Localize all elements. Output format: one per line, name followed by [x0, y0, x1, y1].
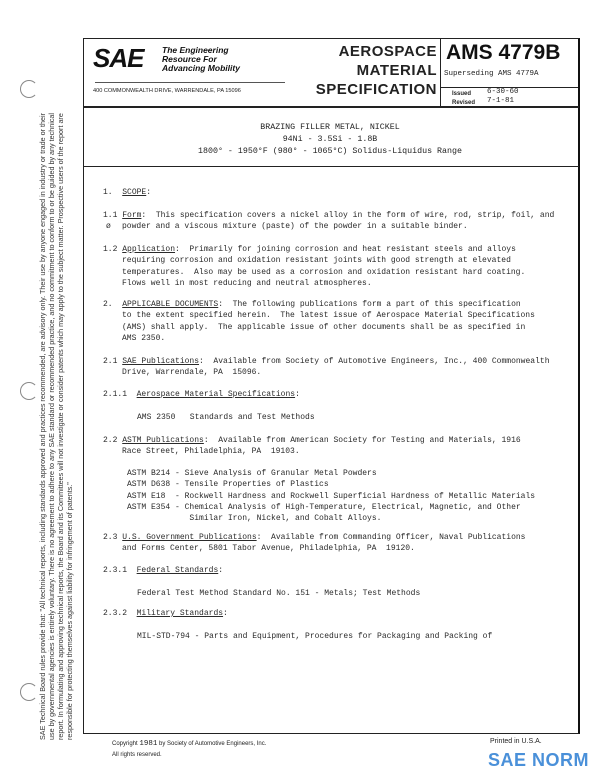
- punch-hole: [20, 80, 38, 98]
- logo-rule: [95, 82, 285, 83]
- section-number: 2.1: [103, 357, 118, 366]
- title-line: BRAZING FILLER METAL, NICKEL: [260, 123, 400, 132]
- section-text: and Forms Center, 5801 Tabor Avenue, Philadelphia, PA 19120.: [122, 544, 415, 553]
- reference-item: ASTM E18 - Rockwell Hardness and Rockwell Superficial Hardness of Metallic Materials: [127, 491, 536, 501]
- section-2: [103, 299, 521, 310]
- revised-label: Revised: [452, 100, 476, 106]
- issued-label: Issued: [452, 91, 472, 97]
- section-heading: Federal Standards: [136, 566, 219, 575]
- section-1-2: [103, 244, 516, 255]
- colon: :: [146, 188, 152, 197]
- legal-notice: SAE Technical Board rules provide that: "All technical reports, including standards approved and practices recommended, are advisory only. Their use by anyone engaged in industry or trade or their use by governmental agencies is entirely voluntary. There is no agreement to adhere to any SAE standard or recommended practice, and no commitment to conform to or be guided by any technical report. In formulating and approving technical reports, the Board and its Committees will not investigate or consider patents which may apply to the subject matter. Prospective users of the report are responsible for protecting themselves against liability for infringement of patents.": [38, 112, 74, 740]
- reference-item: MIL-STD-794 - Parts and Equipment, Procedures for Packaging and Packing of: [137, 632, 493, 641]
- revised-date: 7-1-81: [487, 97, 515, 105]
- section-1: [103, 187, 151, 198]
- section-number: 1.: [103, 188, 113, 197]
- section-number: 1.1: [103, 211, 118, 220]
- section-number: 2.3.2: [103, 609, 128, 618]
- section-2-1: [103, 356, 550, 367]
- title-divider: [83, 166, 579, 167]
- section-heading: Military Standards: [136, 609, 224, 618]
- copyright-holder: by Society of Automotive Engineers, Inc.: [159, 741, 267, 747]
- section-number: 2.3.1: [103, 566, 128, 575]
- section-text: powder and a viscous mixture (paste) of the powder in a suitable binder.: [122, 222, 468, 231]
- section-text: : This specification covers a nickel alloy in the form of wire, rod, strip, foil, and: [141, 211, 555, 220]
- section-text: : Available from American Society for Testing and Materials, 1916: [203, 436, 521, 445]
- section-text: Flows well in most reducing and neutral atmospheres.: [122, 279, 372, 288]
- section-heading: ASTM Publications: [122, 436, 204, 445]
- spec-type: [290, 43, 437, 103]
- sae-logo: SAE: [93, 43, 144, 73]
- section-text: : Available from Commanding Officer, Naval Publications: [256, 533, 526, 542]
- spec-line: SPECIFICATION: [315, 81, 437, 98]
- reference-item: ASTM E354 - Chemical Analysis of High-Temperature, Electrical, Magnetic, and Other: [127, 503, 521, 512]
- section-1-1: [103, 210, 554, 221]
- section-heading: Aerospace Material Specifications: [136, 390, 296, 399]
- section-text: Race Street, Philadelphia, PA 19103.: [122, 447, 300, 456]
- copyright-year: 1981: [139, 740, 158, 748]
- reference-item: ASTM B214 - Sieve Analysis of Granular Metal Powders: [127, 469, 377, 478]
- header-divider: [83, 106, 579, 108]
- punch-hole: [20, 683, 38, 701]
- tagline-line: Resource For: [162, 54, 217, 64]
- rights-reserved: All rights reserved.: [112, 752, 162, 758]
- reference-item: Federal Test Method Standard No. 151 - Metals; Test Methods: [137, 589, 421, 598]
- title-line: 1800° - 1950°F (980° - 1065°C) Solidus-Liquidus Range: [198, 147, 462, 156]
- section-number: 2.2: [103, 436, 118, 445]
- reference-item: Similar Iron, Nickel, and Cobalt Alloys.: [127, 514, 382, 524]
- section-2-1-1: [103, 389, 300, 400]
- tagline-line: Advancing Mobility: [162, 63, 240, 73]
- section-number: 1.2: [103, 245, 118, 254]
- section-heading: SAE Publications: [122, 357, 200, 366]
- section-text: to the extent specified herein. The latest issue of Aerospace Material Specifications: [122, 311, 535, 321]
- reference-item: ASTM D638 - Tensile Properties of Plastics: [127, 480, 329, 490]
- section-heading: APPLICABLE DOCUMENTS: [122, 300, 219, 309]
- section-text: (AMS) shall apply. The applicable issue of other documents shall be as specified in: [122, 322, 526, 332]
- section-text: requiring corrosion and oxidation resistant joints with good strength at elevated: [122, 256, 511, 266]
- section-text: temperatures. Also may be used as a corrosion and oxidation resistant hard coating.: [122, 267, 526, 277]
- colon: :: [223, 609, 228, 618]
- section-2-2: [103, 435, 521, 446]
- copyright-label: Copyright: [112, 741, 138, 747]
- section-heading: U.S. Government Publications: [122, 533, 257, 542]
- header-vdivider: [440, 38, 441, 107]
- section-number: 2.: [103, 300, 113, 309]
- watermark-logo: SAE NORM: [488, 750, 590, 770]
- section-text: : Primarily for joining corrosion and heat resistant steels and alloys: [175, 245, 516, 254]
- section-heading: SCOPE: [122, 188, 147, 197]
- section-heading: Application: [122, 245, 176, 254]
- colon: :: [295, 390, 300, 399]
- issued-date: 6-30-60: [487, 88, 519, 96]
- doc-number: AMS 4779B: [446, 41, 561, 64]
- spec-line: MATERIAL: [356, 62, 437, 79]
- section-2-3-2: [103, 608, 228, 619]
- section-number: 2.3: [103, 533, 118, 542]
- section-heading: Form: [122, 211, 142, 220]
- section-text: Drive, Warrendale, PA 15096.: [122, 368, 262, 377]
- section-text: : The following publications form a part of this specification: [218, 300, 521, 309]
- address: 400 COMMONWEALTH DRIVE, WARRENDALE, PA 15096: [93, 88, 241, 94]
- spec-line: AEROSPACE: [338, 43, 437, 60]
- superseding: Superseding AMS 4779A: [444, 70, 539, 78]
- tagline: [162, 46, 240, 73]
- reference-item: AMS 2350 Standards and Test Methods: [137, 413, 315, 422]
- section-number: 2.1.1: [103, 390, 128, 399]
- section-text: : Available from Society of Automotive Engineers, Inc., 400 Commonwealth: [199, 357, 550, 366]
- printed-in: Printed in U.S.A.: [490, 738, 542, 745]
- tagline-line: The Engineering: [162, 45, 229, 55]
- section-text: AMS 2350.: [122, 334, 166, 343]
- revision-mark: ø: [106, 222, 111, 231]
- colon: :: [218, 566, 224, 575]
- punch-hole: [20, 382, 38, 400]
- section-2-3: [103, 532, 525, 543]
- copyright: [112, 740, 266, 748]
- section-2-3-1: [103, 565, 223, 576]
- title-line: 94Ni - 3.5Si - 1.8B: [282, 135, 378, 144]
